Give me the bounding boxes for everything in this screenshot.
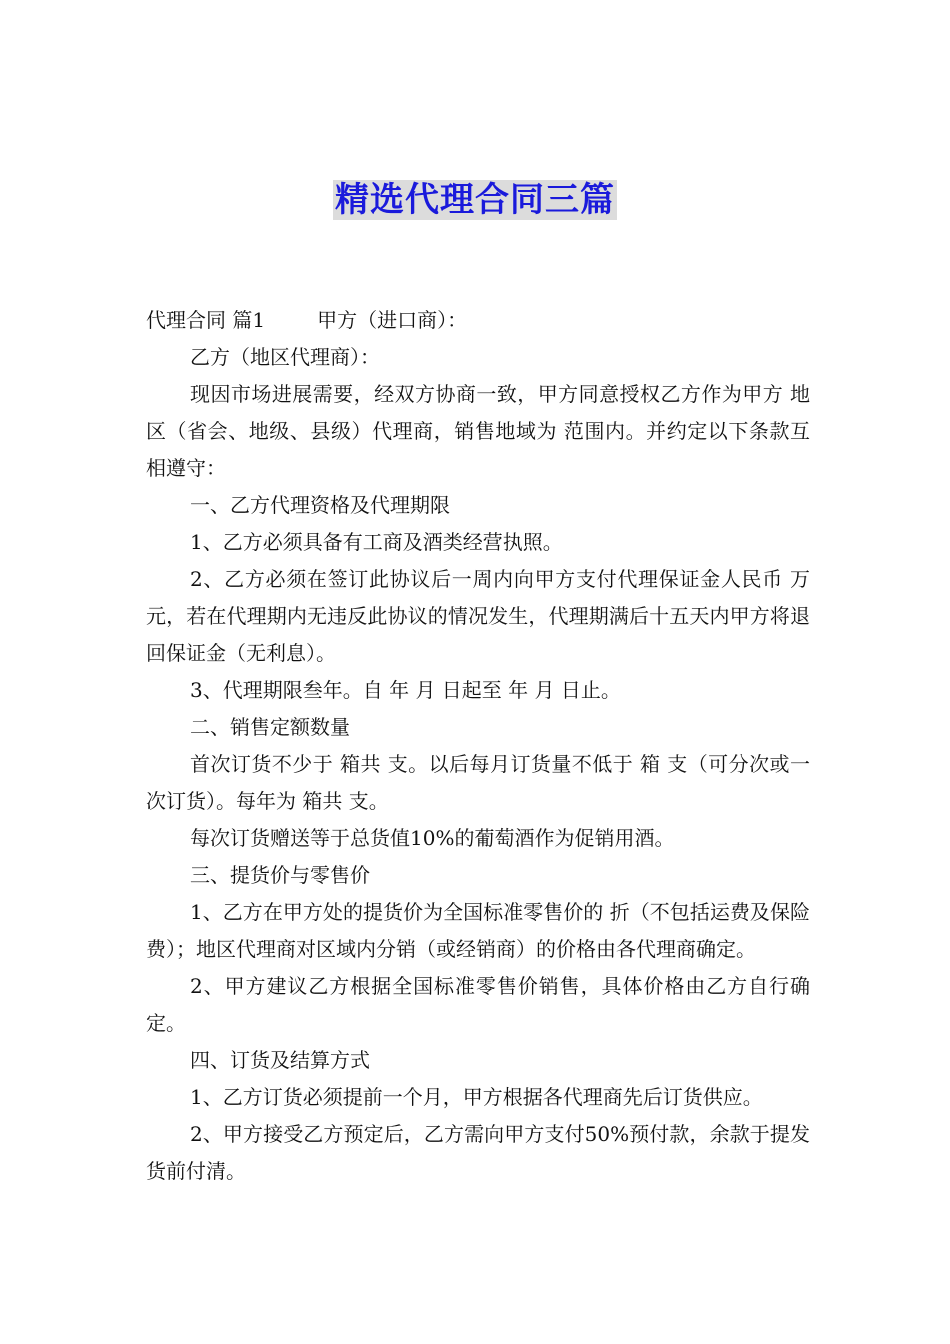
document-title (0, 176, 950, 224)
paragraph: 乙方（地区代理商）： (190, 345, 380, 369)
paragraph: 2、甲方建议乙方根据全国标准零售价销售，具体价格由乙方自行确定。 (146, 974, 810, 1035)
section-heading: 一、乙方代理资格及代理期限 (190, 493, 450, 517)
paragraph: 2、乙方必须在签订此协议后一周内向甲方支付代理保证金人民币 万元，若在代理期内无违反此协议的情况发生，代理期满后十五天内甲方将退回保证金（无利息）。 (146, 567, 810, 665)
section-heading: 二、销售定额数量 (190, 715, 350, 739)
paragraph: 首次订货不少于 箱共 支。以后每月订货量不低于 箱 支（可分次或一次订货）。每年为 箱共 支。 (146, 752, 810, 813)
paragraph: 1、乙方在甲方处的提货价为全国标准零售价的 折（不包括运费及保险费）；地区代理商对区域内分销（或经销商）的价格由各代理商确定。 (146, 900, 810, 961)
section-heading: 三、提货价与零售价 (190, 863, 370, 887)
party-a-label: 甲方（进口商）： (317, 308, 468, 332)
document-body (146, 302, 810, 1190)
paragraph: 3、代理期限叁年。自 年 月 日起至 年 月 日止。 (190, 678, 621, 702)
document-title-text: 精选代理合同三篇 (335, 180, 615, 220)
paragraph: 现因市场进展需要，经双方协商一致，甲方同意授权乙方作为甲方 地区（省会、地级、县级）代理商，销售地域为 范围内。并约定以下条款互相遵守： (146, 382, 810, 480)
paragraph: 每次订货赠送等于总货值10%的葡萄酒作为促销用酒。 (190, 826, 675, 850)
contract-section-label: 代理合同 篇1 (146, 308, 266, 332)
paragraph: 2、甲方接受乙方预定后，乙方需向甲方支付50%预付款，余款于提发货前付清。 (146, 1122, 810, 1183)
contract-heading-line (146, 302, 810, 339)
paragraph: 1、乙方必须具备有工商及酒类经营执照。 (190, 530, 563, 554)
section-heading: 四、订货及结算方式 (190, 1048, 370, 1072)
paragraph: 1、乙方订货必须提前一个月，甲方根据各代理商先后订货供应。 (190, 1085, 763, 1109)
